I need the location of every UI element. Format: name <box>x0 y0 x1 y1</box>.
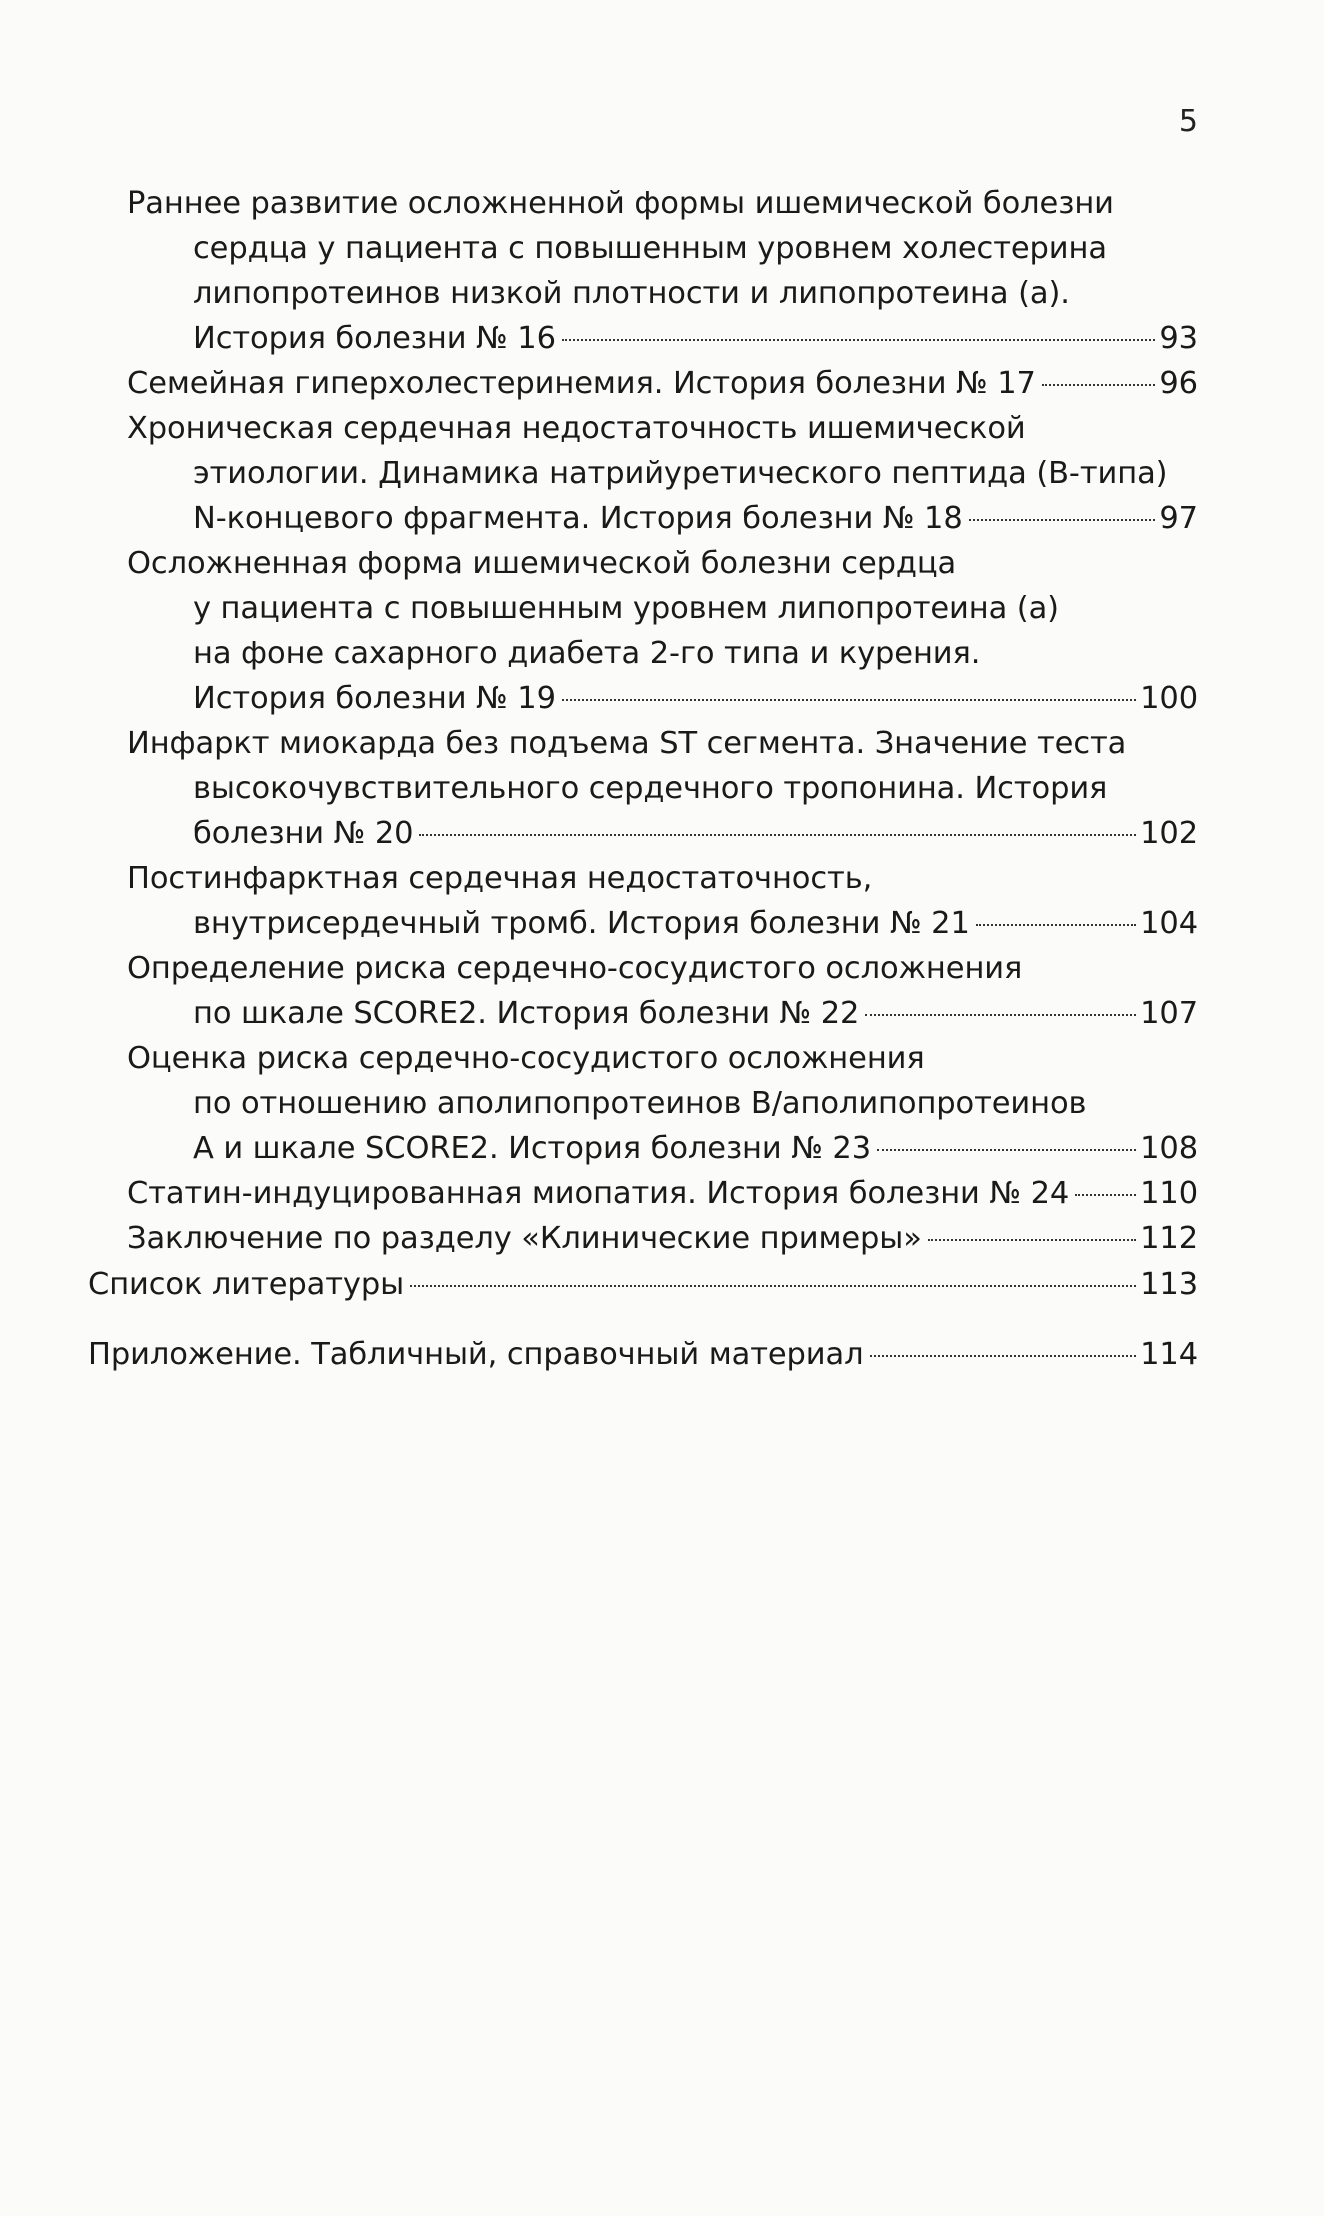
toc-entry-title-line: Оценка риска сердечно-сосудистого осложнения <box>127 1041 925 1076</box>
toc-page-number: 110 <box>1140 1176 1198 1211</box>
toc-entry-history-17[interactable] <box>127 361 1198 406</box>
toc-entry-title-line: у пациента с повышенным уровнем липопротеина (а) <box>193 591 1059 626</box>
toc-entry-history-20[interactable] <box>127 721 1198 856</box>
toc-page-number: 114 <box>1140 1337 1198 1372</box>
toc-page-number: 113 <box>1140 1267 1198 1302</box>
toc-entry-history-23[interactable] <box>127 1036 1198 1171</box>
toc-entry-title-line: Хроническая сердечная недостаточность ишемической <box>127 411 1026 446</box>
dot-leader <box>410 1285 1136 1287</box>
toc-entry-references[interactable] <box>88 1262 1198 1307</box>
toc-entry-title-line: История болезни № 19 <box>193 681 556 716</box>
toc-entry-title-line: Статин-индуцированная миопатия. История болезни № 24 <box>127 1176 1070 1211</box>
toc-entry-title-line: A и шкале SCORE2. История болезни № 23 <box>193 1131 872 1166</box>
toc-page-number: 108 <box>1140 1131 1198 1166</box>
toc-entry-title-line: N-концевого фрагмента. История болезни № 18 <box>193 501 963 536</box>
toc-entry-appendix[interactable] <box>88 1332 1198 1377</box>
toc-entry-title-line: по шкале SCORE2. История болезни № 22 <box>193 996 860 1031</box>
toc-page-number: 97 <box>1159 501 1198 536</box>
toc-entry-title-line: сердца у пациента с повышенным уровнем холестерина <box>193 231 1107 266</box>
toc-entry-title-line: Раннее развитие осложненной формы ишемической болезни <box>127 186 1114 221</box>
dot-leader <box>976 924 1136 926</box>
toc-entry-title-line: Приложение. Табличный, справочный материал <box>88 1337 864 1372</box>
toc-entry-history-21[interactable] <box>127 856 1198 946</box>
toc-entry-title-line: Инфаркт миокарда без подъема ST сегмента. Значение теста <box>127 726 1127 761</box>
toc-entry-title-line: Осложненная форма ишемической болезни сердца <box>127 546 957 581</box>
toc-page-number: 104 <box>1140 906 1198 941</box>
toc-entry-conclusion[interactable] <box>127 1216 1198 1261</box>
dot-leader <box>877 1149 1136 1151</box>
toc-page-number: 112 <box>1140 1221 1198 1256</box>
toc-entry-history-19[interactable] <box>127 541 1198 721</box>
toc-entry-title-line: этиологии. Динамика натрийуретического пептида (B-типа) <box>193 456 1168 491</box>
dot-leader <box>562 339 1156 341</box>
toc-entry-title-line: липопротеинов низкой плотности и липопротеина (а). <box>193 276 1070 311</box>
toc-entry-title-line: Постинфарктная сердечная недостаточность, <box>127 861 873 896</box>
toc-page-number: 93 <box>1159 321 1198 356</box>
dot-leader <box>928 1239 1136 1241</box>
dot-leader <box>1075 1194 1136 1196</box>
toc-entry-title-line: Список литературы <box>88 1267 405 1302</box>
toc-entry-title-line: Заключение по разделу «Клинические примеры» <box>127 1221 922 1256</box>
toc-page-number: 102 <box>1140 816 1198 851</box>
dot-leader <box>562 699 1136 701</box>
dot-leader <box>865 1014 1136 1016</box>
toc-entry-history-16[interactable] <box>127 181 1198 361</box>
page-number: 5 <box>1178 104 1198 139</box>
toc-page-number: 100 <box>1140 681 1198 716</box>
dot-leader <box>969 519 1156 521</box>
toc-entry-title-line: внутрисердечный тромб. История болезни № 21 <box>193 906 970 941</box>
toc-entry-title-line: История болезни № 16 <box>193 321 556 356</box>
toc-entry-title-line: на фоне сахарного диабета 2-го типа и курения. <box>193 636 981 671</box>
dot-leader <box>870 1355 1137 1357</box>
toc-entry-history-18[interactable] <box>127 406 1198 541</box>
toc-entry-title-line: Определение риска сердечно-сосудистого осложнения <box>127 951 1023 986</box>
toc-entry-title-line: Семейная гиперхолестеринемия. История болезни № 17 <box>127 366 1036 401</box>
toc-entry-title-line: высокочувствительного сердечного тропонина. История <box>193 771 1108 806</box>
toc-entry-title-line: по отношению аполипопротеинов B/аполипопротеинов <box>193 1086 1087 1121</box>
toc-entry-history-24[interactable] <box>127 1171 1198 1216</box>
dot-leader <box>1042 384 1156 386</box>
toc-entry-title-line: болезни № 20 <box>193 816 414 851</box>
toc-page-number: 96 <box>1159 366 1198 401</box>
dot-leader <box>419 834 1136 836</box>
toc-entry-history-22[interactable] <box>127 946 1198 1036</box>
toc-page-number: 107 <box>1140 996 1198 1031</box>
